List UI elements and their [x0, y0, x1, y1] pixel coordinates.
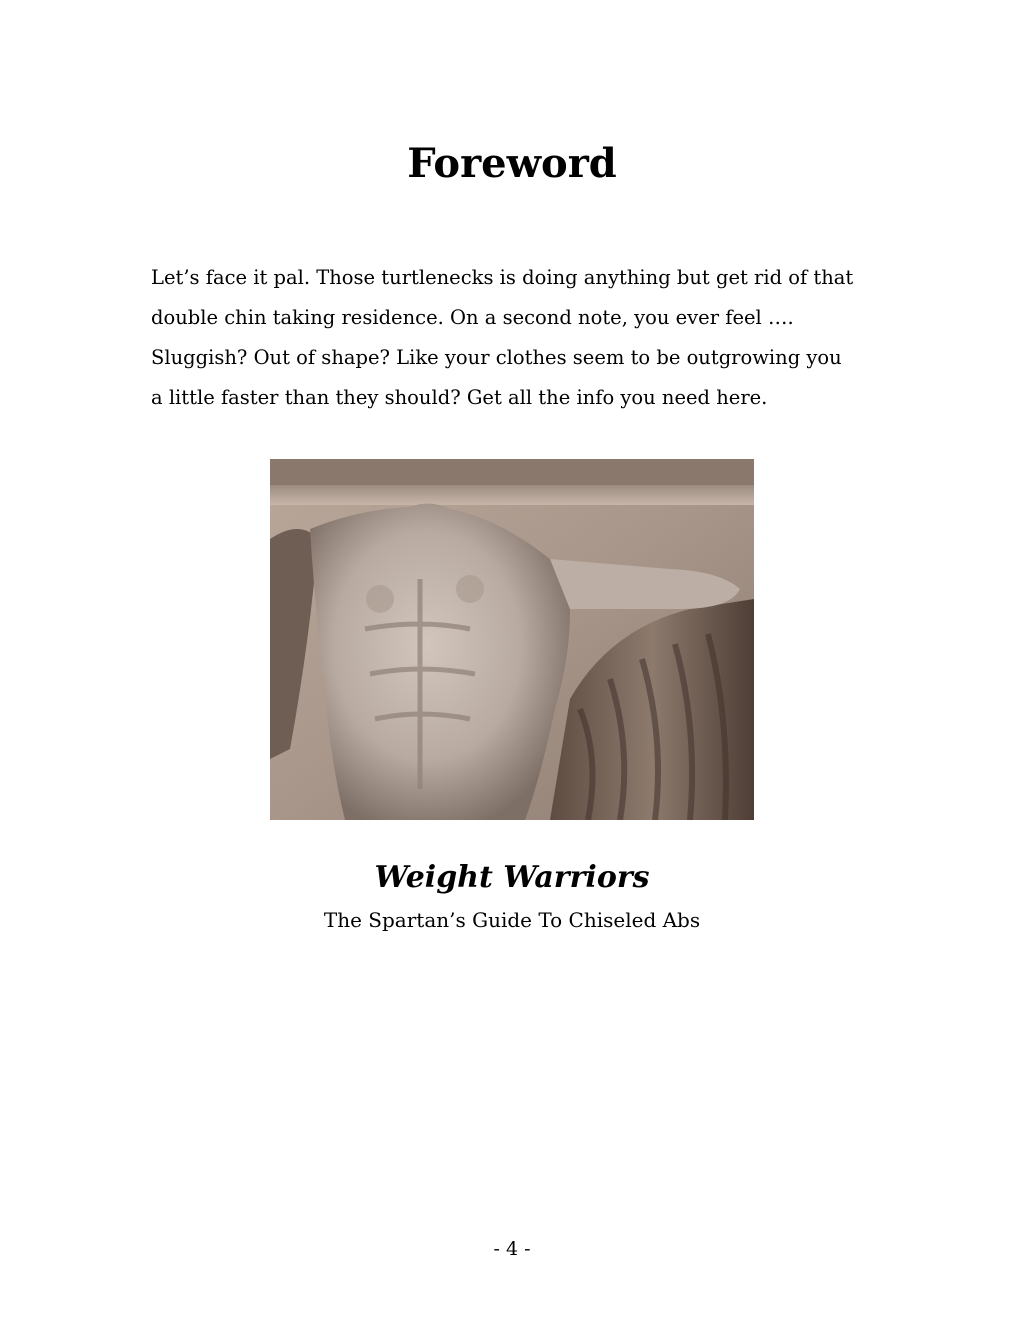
paragraph-line: a little faster than they should? Get all the info you need here. [151, 386, 768, 409]
statue-torso-image [270, 459, 754, 820]
page-heading: Foreword [407, 140, 617, 187]
paragraph-line: Sluggish? Out of shape? Like your clothes seem to be outgrowing you [151, 346, 842, 369]
book-title: Weight Warriors [374, 860, 650, 895]
book-subtitle: The Spartan’s Guide To Chiseled Abs [323, 908, 701, 932]
paragraph-line: Let’s face it pal. Those turtlenecks is doing anything but get rid of that [151, 266, 854, 289]
page-number: - 4 - [493, 1238, 531, 1260]
foreword-paragraph [151, 258, 881, 418]
paragraph-line: double chin taking residence. On a second note, you ever feel …. [151, 306, 794, 329]
